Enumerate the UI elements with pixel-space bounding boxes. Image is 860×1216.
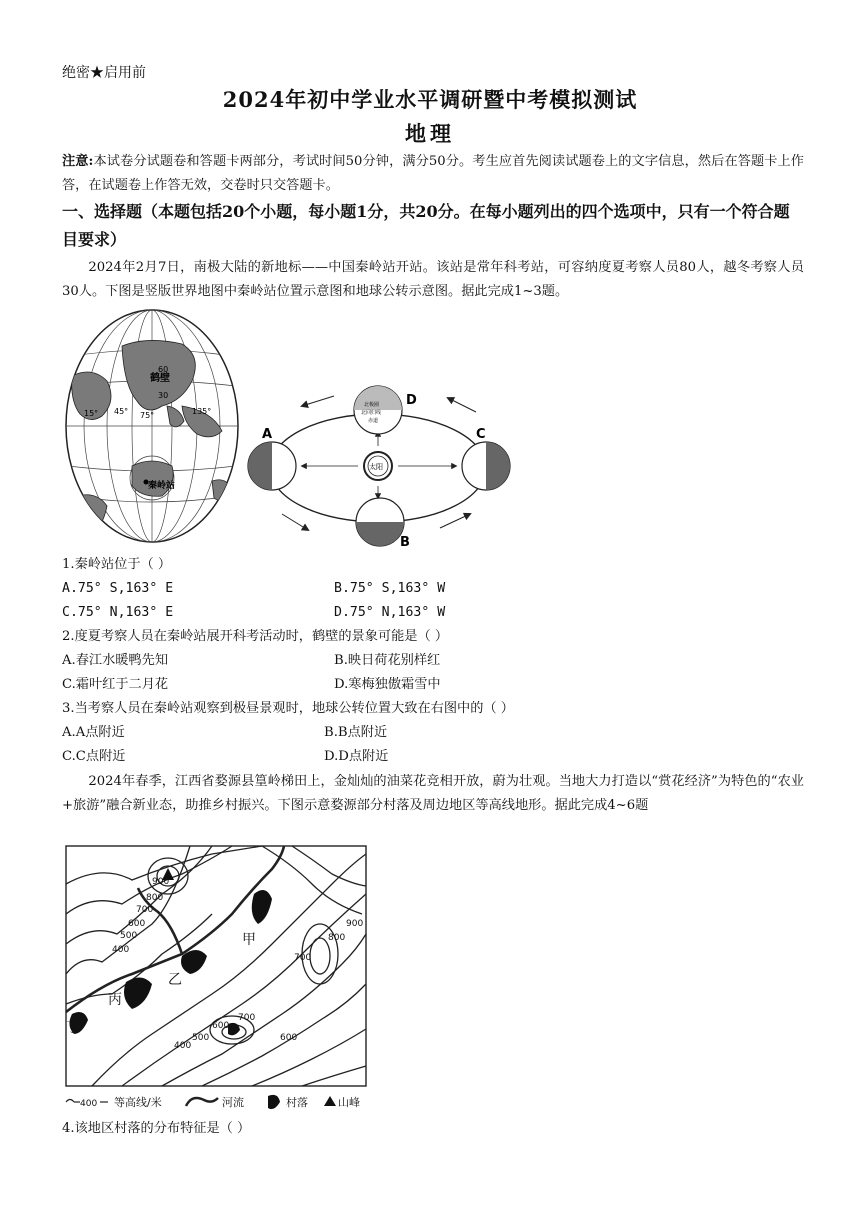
section-heading: 一、选择题（本题包括20个小题，每小题1分，共20分。在每小题列出的四个选项中，只有一个符合题目要求） bbox=[62, 202, 790, 249]
contour-400-label: 400 bbox=[112, 945, 130, 955]
question-2-option-b: B.映日荷花别样红 bbox=[334, 653, 441, 668]
point-d-label: D bbox=[406, 393, 417, 408]
qinling-station-label: 秦岭站 bbox=[148, 481, 176, 491]
confidential-mark: 绝密★启用前 bbox=[62, 65, 146, 81]
question-2-stem: 2.度夏考察人员在秦岭站展开科考活动时，鹤壁的景象可能是（ ） bbox=[62, 629, 449, 644]
subject-title: 地理 bbox=[405, 121, 455, 146]
contour-700-label: 700 bbox=[136, 905, 154, 915]
contour-600-label: 600 bbox=[128, 919, 146, 929]
lat-60-label: 60 bbox=[158, 365, 169, 374]
lon-135-label: 135° bbox=[192, 407, 212, 416]
question-3-stem: 3.当考察人员在秦岭站观察到极昼景观时，地球公转位置大致在右图中的（ ） bbox=[62, 701, 514, 716]
passage-1: 2024年2月7日，南极大陆的新地标——中国秦岭站开站。该站是常年科考站，可容纳度夏考察人员80人，越冬考察人员30人。下图是竖版世界地图中秦岭站位置示意图和地球公转示意图。据此完成1~3题。 bbox=[62, 260, 804, 299]
point-a-label: A bbox=[262, 427, 273, 442]
question-3-option-d: D.D点附近 bbox=[324, 749, 389, 764]
question-2-option-c: C.霜叶红于二月花 bbox=[62, 677, 169, 692]
contour-700c-label: 700 bbox=[238, 1013, 256, 1023]
tag-arctic-circle: 北极圈 bbox=[364, 402, 380, 408]
legend-peak-label: 山峰 bbox=[338, 1096, 360, 1109]
notice-text: 本试卷分试题卷和答题卡两部分，考试时间50分钟，满分50分。考生应首先阅读试题卷上的文字信息，然后在答题卡上作答，在试题卷上作答无效，交卷时只交答题卡。 bbox=[62, 154, 804, 193]
question-3-option-a: A.A点附近 bbox=[62, 725, 125, 740]
tag-equator: 赤道 bbox=[368, 418, 379, 424]
hebi-label: 鹤壁 bbox=[150, 373, 170, 384]
contour-map bbox=[62, 844, 380, 1116]
legend-river-symbol bbox=[186, 1098, 218, 1106]
point-c-label: C bbox=[476, 427, 486, 442]
question-1-option-d: D.75° N,163° W bbox=[334, 605, 446, 620]
question-1-stem: 1.秦岭站位于（ ） bbox=[62, 557, 172, 572]
notice-label: 注意: bbox=[62, 154, 94, 169]
lon-75-label: 75° bbox=[140, 411, 155, 420]
lon-15-label: 15° bbox=[84, 409, 99, 418]
label-bing: 丙 bbox=[108, 992, 122, 1008]
question-4-stem: 4.该地区村落的分布特征是（ ） bbox=[62, 1121, 251, 1136]
tag-tropic: 北回归线 bbox=[361, 410, 382, 416]
legend-contour-value: 400 bbox=[80, 1099, 98, 1109]
label-jia: 甲 bbox=[242, 932, 256, 948]
contour-800b-label: 800 bbox=[328, 933, 346, 943]
passage-2: 2024年春季，江西省婺源县篁岭梯田上，金灿灿的油菜花竞相开放，蔚为壮观。当地大力打造以“赏花经济”为特色的“农业+旅游”融合新业态，助推乡村振兴。下图示意婺源部分村落及周边地区等高线地形。据此完成4~6题 bbox=[62, 774, 804, 813]
legend-river-label: 河流 bbox=[222, 1096, 244, 1109]
vertical-world-map bbox=[62, 306, 242, 546]
question-3-option-b: B.B点附近 bbox=[324, 725, 388, 740]
legend-peak-symbol bbox=[324, 1096, 336, 1106]
sun-label: 太阳 bbox=[369, 463, 383, 471]
question-1-option-b: B.75° S,163° W bbox=[334, 581, 446, 596]
contour-500-label: 500 bbox=[120, 931, 138, 941]
contour-500b-label: 500 bbox=[192, 1033, 210, 1043]
contour-900b-label: 900 bbox=[346, 919, 364, 929]
lon-45-label: 45° bbox=[114, 407, 129, 416]
question-1-option-a: A.75° S,163° E bbox=[62, 581, 174, 596]
question-1-option-c: C.75° N,163° E bbox=[62, 605, 174, 620]
contour-900-label: 900 bbox=[152, 877, 170, 887]
question-2-option-a: A.春江水暖鸭先知 bbox=[62, 653, 169, 668]
legend-contour-label: 等高线/米 bbox=[114, 1096, 162, 1109]
question-2-option-d: D.寒梅独傲霜雪中 bbox=[334, 677, 441, 692]
label-ding: 丁 bbox=[66, 1020, 80, 1036]
legend-village-symbol bbox=[268, 1095, 280, 1109]
legend-village-label: 村落 bbox=[286, 1096, 308, 1109]
label-yi: 乙 bbox=[168, 972, 182, 988]
legend-contour-symbol bbox=[66, 1100, 74, 1103]
earth-orbit-diagram bbox=[244, 382, 522, 554]
exam-title: 2024年初中学业水平调研暨中考模拟测试 bbox=[222, 87, 638, 112]
lat-30-label: 30 bbox=[158, 391, 169, 400]
contour-400b-label: 400 bbox=[174, 1041, 192, 1051]
contour-600c-label: 600 bbox=[280, 1033, 298, 1043]
question-3-option-c: C.C点附近 bbox=[62, 749, 126, 764]
point-b-label: B bbox=[400, 535, 410, 550]
contour-700b-label: 700 bbox=[294, 953, 312, 963]
exam-notice bbox=[62, 150, 804, 198]
contour-600b-label: 600 bbox=[212, 1021, 230, 1031]
contour-800-label: 800 bbox=[146, 893, 164, 903]
